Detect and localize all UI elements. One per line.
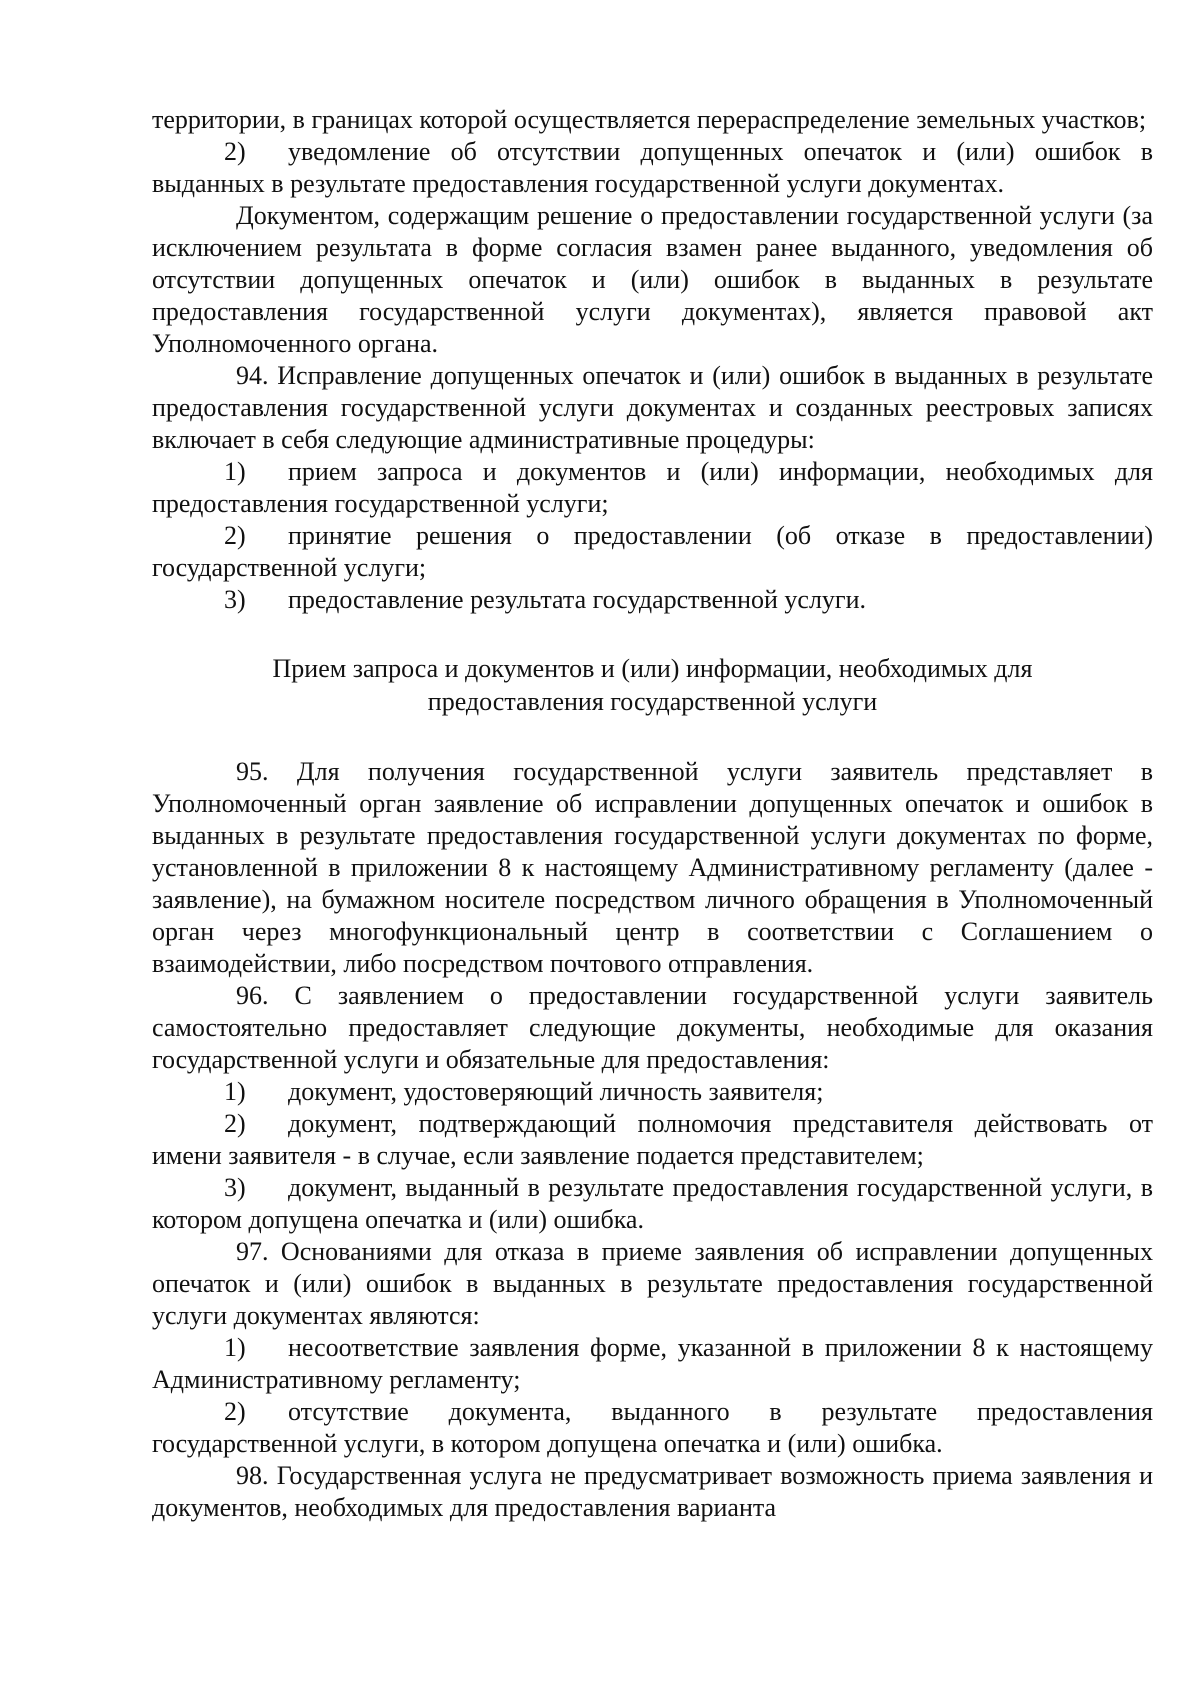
list-item [152, 136, 1153, 200]
list-number: 1) [224, 1077, 246, 1106]
list-item [152, 1172, 1153, 1236]
list-number: 1) [224, 1333, 246, 1362]
list-item [152, 1076, 1153, 1108]
section-heading-line: предоставления государственной услуги [427, 687, 878, 716]
list-item-text: несоответствие заявления форме, указанной в приложении 8 к настоящему Административному регламенту; [152, 1333, 1153, 1394]
list-item [152, 1108, 1153, 1172]
list-item-text: прием запроса и документов и (или) информации, необходимых для предоставления государственной услуги; [152, 457, 1153, 518]
paragraph-95: 95. Для получения государственной услуги заявитель представляет в Уполномоченный орган заявление об исправлении допущенных опечаток и ошибок в выданных в результате предоставления государственной услуги документах по форме, установленной в приложении 8 к настоящему Административному регламенту (далее - заявление), на бумажном носителе посредством личного обращения в Уполномоченный орган через многофункциональный центр в соответствии с Соглашением о взаимодействии, либо посредством почтового отправления. [152, 757, 1153, 978]
paragraph-97: 97. Основаниями для отказа в приеме заявления об исправлении допущенных опечаток и (или) ошибок в выданных в результате предоставления государственной услуги документах являются: [152, 1237, 1153, 1330]
list-item-text: документ, удостоверяющий личность заявителя; [288, 1077, 824, 1106]
list-item [152, 520, 1153, 584]
document-page [152, 104, 1153, 1524]
list-item [152, 1332, 1153, 1396]
list-item [152, 1396, 1153, 1460]
section-heading-line: Прием запроса и документов и (или) информации, необходимых для [272, 654, 1033, 683]
list-number: 2) [224, 137, 246, 166]
list-item-text: уведомление об отсутствии допущенных опечаток и (или) ошибок в выданных в результате предоставления государственной услуги документах. [152, 137, 1153, 198]
section-heading [152, 652, 1153, 718]
paragraph-98: 98. Государственная услуга не предусматривает возможность приема заявления и документов, необходимых для предоставления варианта [152, 1461, 1153, 1522]
list-number: 2) [224, 1397, 246, 1426]
list-item-text: отсутствие документа, выданного в результате предоставления государственной услуги, в котором допущена опечатка и (или) ошибка. [152, 1397, 1153, 1458]
list-number: 1) [224, 457, 246, 486]
list-item-text: документ, выданный в результате предоставления государственной услуги, в котором допущена опечатка и (или) ошибка. [152, 1173, 1153, 1234]
list-number: 3) [224, 585, 246, 614]
paragraph-94: 94. Исправление допущенных опечаток и (или) ошибок в выданных в результате предоставления государственной услуги документах и созданных реестровых записях включает в себя следующие административные процедуры: [152, 361, 1153, 454]
paragraph: Документом, содержащим решение о предоставлении государственной услуги (за исключением результата в форме согласия взамен ранее выданного, уведомления об отсутствии допущенных опечаток и (или) ошибок в выданных в результате предоставления государственной услуги документах), является правовой акт Уполномоченного органа. [152, 201, 1153, 358]
list-item-text: предоставление результата государственной услуги. [288, 585, 867, 614]
paragraph-96: 96. С заявлением о предоставлении государственной услуги заявитель самостоятельно предоставляет следующие документы, необходимые для оказания государственной услуги и обязательные для предоставления: [152, 981, 1153, 1074]
list-item [152, 584, 1153, 616]
list-number: 2) [224, 521, 246, 550]
list-item-text: документ, подтверждающий полномочия представителя действовать от имени заявителя - в случае, если заявление подается представителем; [152, 1109, 1153, 1170]
list-item-text: принятие решения о предоставлении (об отказе в предоставлении) государственной услуги; [152, 521, 1153, 582]
list-number: 2) [224, 1109, 246, 1138]
paragraph-continuation: территории, в границах которой осуществляется перераспределение земельных участков; [152, 105, 1147, 134]
list-item [152, 456, 1153, 520]
list-number: 3) [224, 1173, 246, 1202]
